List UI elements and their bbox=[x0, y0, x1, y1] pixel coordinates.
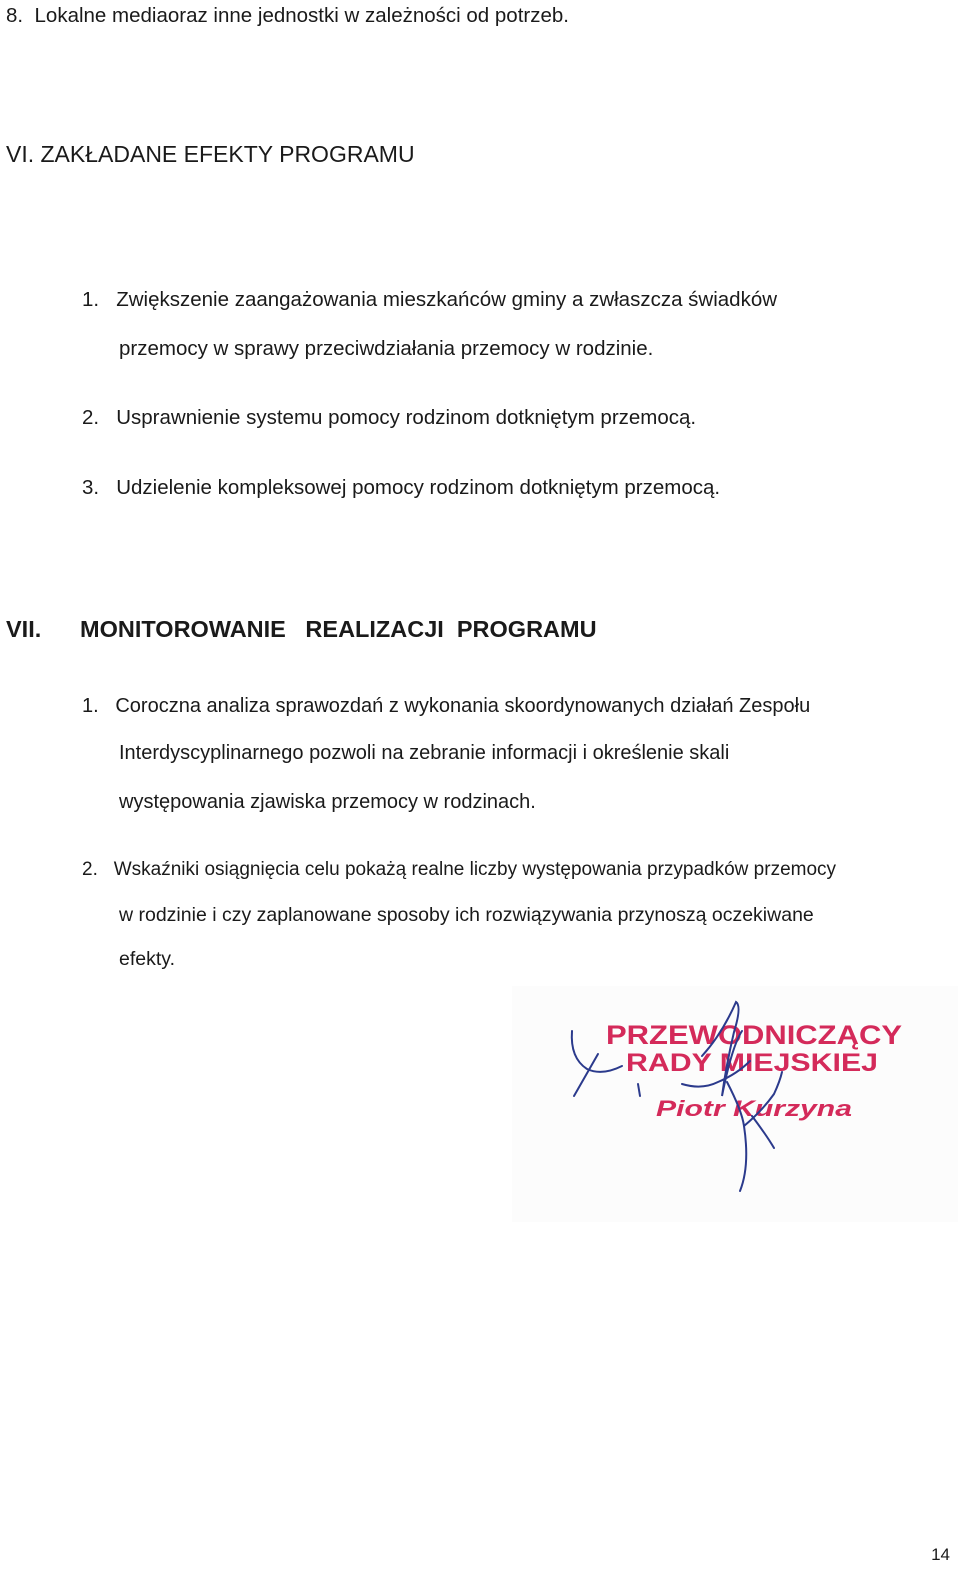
stamp-title-line: RADY MIEJSKIEJ bbox=[626, 1049, 878, 1077]
section-heading-vii bbox=[6, 616, 597, 642]
stamp-title-line: PRZEWODNICZĄCY bbox=[606, 1020, 902, 1050]
stamp-image bbox=[512, 986, 958, 1222]
list-item bbox=[82, 287, 777, 313]
list-item bbox=[82, 857, 836, 883]
list-number: 2. bbox=[82, 859, 98, 880]
list-number: 1. bbox=[82, 288, 100, 311]
list-text: Coroczna analiza sprawozdań z wykonania skoordynowanych działań Zespołu bbox=[115, 695, 811, 717]
section-roman: VII. bbox=[6, 616, 42, 642]
list-text-continuation: przemocy w sprawy przeciwdziałania przemocy w rodzinie. bbox=[119, 337, 654, 360]
signature-stamp bbox=[512, 986, 958, 1222]
list-item bbox=[82, 405, 696, 431]
section-title: MONITOROWANIE REALIZACJI PROGRAMU bbox=[80, 616, 597, 642]
list-text: Zwiększenie zaangażowania mieszkańców gminy a zwłaszcza świadków bbox=[116, 288, 778, 311]
list-text-continuation: efekty. bbox=[119, 948, 175, 970]
page-number: 14 bbox=[931, 1545, 950, 1564]
list-text: Udzielenie kompleksowej pomocy rodzinom dotkniętym przemocą. bbox=[116, 476, 721, 499]
list-number: 2. bbox=[82, 406, 100, 429]
list-text: Wskaźniki osiągnięcia celu pokażą realne liczby występowania przypadków przemocy bbox=[113, 859, 837, 880]
list-number: 3. bbox=[82, 476, 100, 499]
list-item-8 bbox=[6, 3, 569, 29]
stamp-name: Piotr Kurzyna bbox=[656, 1096, 852, 1121]
list-number: 1. bbox=[82, 695, 99, 717]
list-text-continuation: Interdyscyplinarnego pozwoli na zebranie informacji i określenie skali bbox=[119, 742, 730, 764]
list-text-continuation: w rodzinie i czy zaplanowane sposoby ich rozwiązywania przynoszą oczekiwane bbox=[119, 904, 814, 926]
list-text-continuation: występowania zjawiska przemocy w rodzinach. bbox=[119, 791, 536, 813]
list-text: Usprawnienie systemu pomocy rodzinom dotkniętym przemocą. bbox=[116, 406, 697, 429]
list-item bbox=[82, 475, 720, 501]
section-heading-vi: VI. ZAKŁADANE EFEKTY PROGRAMU bbox=[6, 141, 415, 167]
list-number: 8. bbox=[6, 4, 24, 27]
list-item bbox=[82, 693, 810, 719]
list-text: Lokalne mediaoraz inne jednostki w zależności od potrzeb. bbox=[34, 4, 569, 27]
